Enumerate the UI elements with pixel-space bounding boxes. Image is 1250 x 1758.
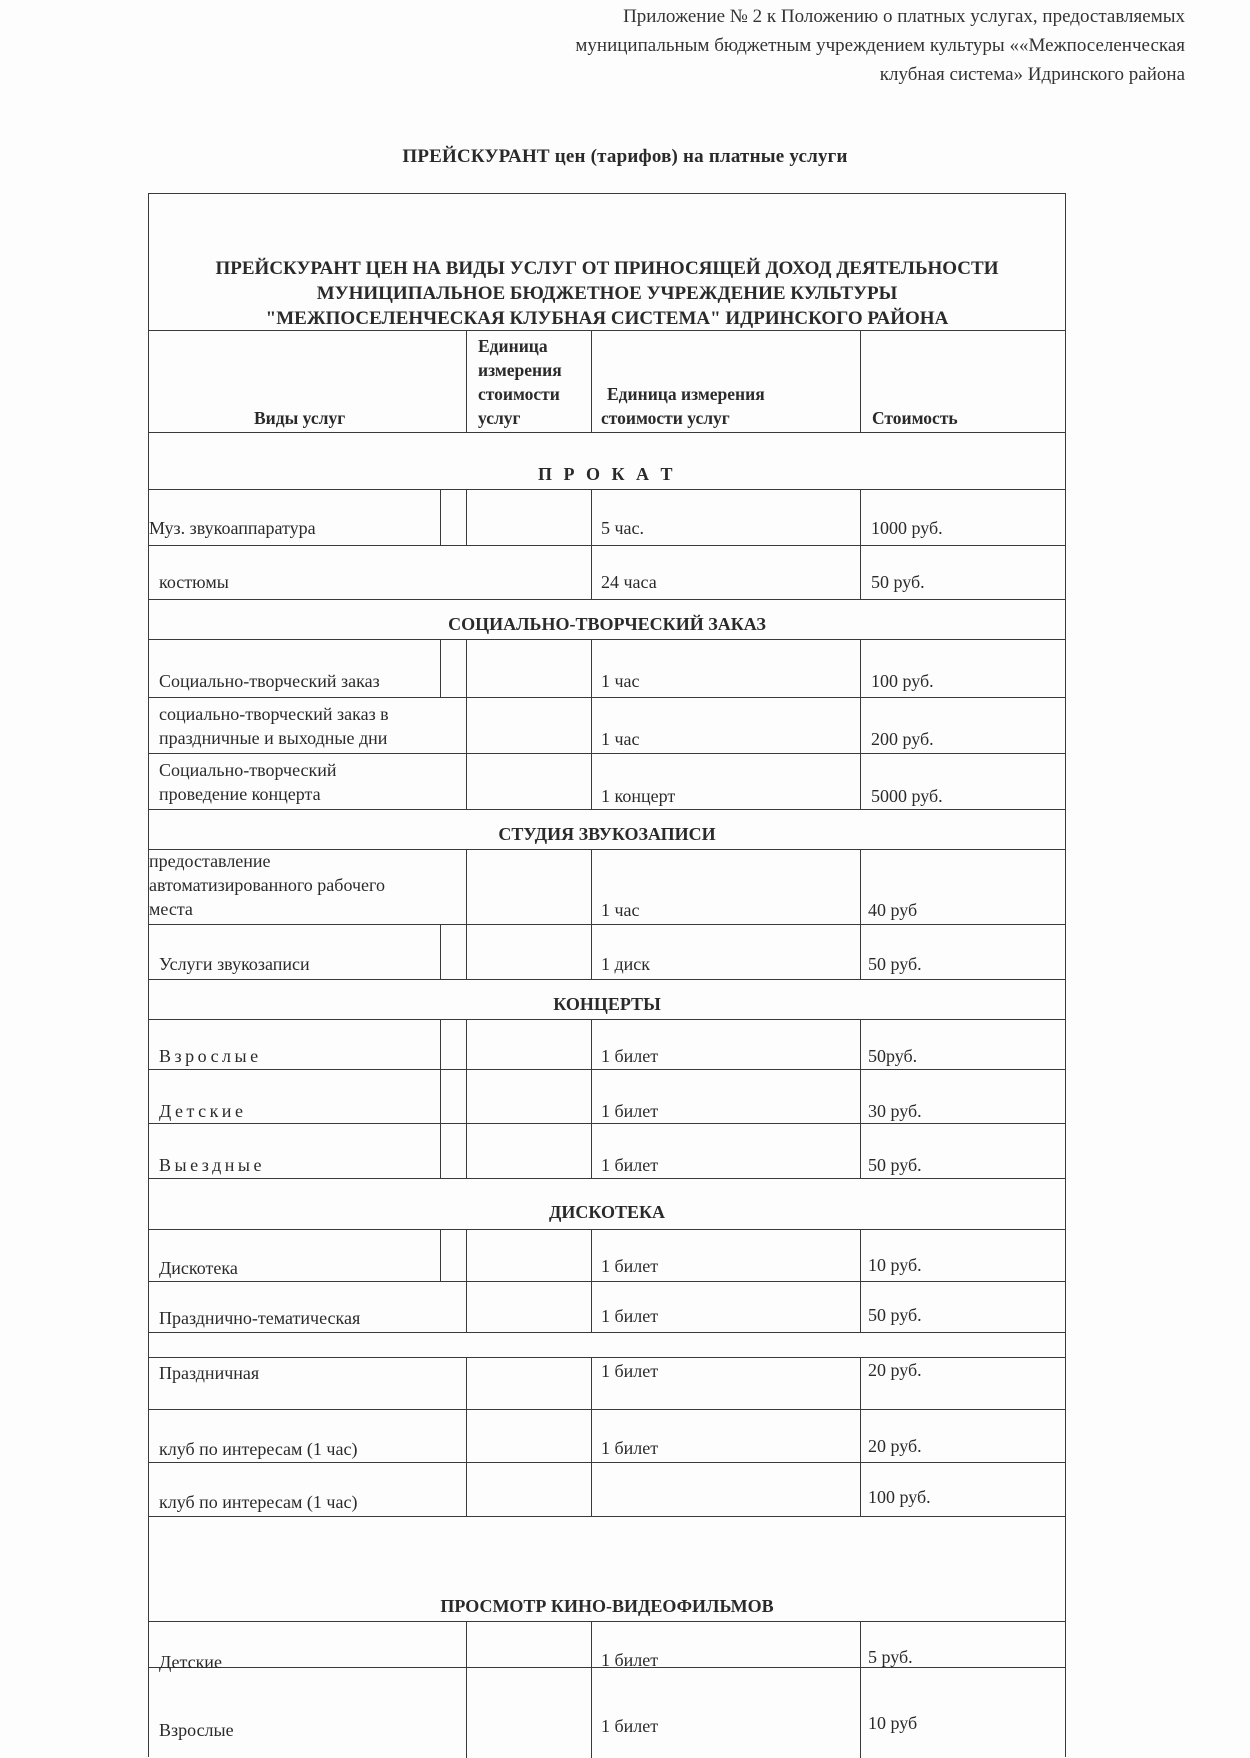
row-divider bbox=[149, 1019, 1066, 1020]
row-service: социально-творческий заказ в праздничные и выходные дни bbox=[159, 704, 389, 748]
row-price: 20 руб. bbox=[868, 1360, 922, 1380]
col-divider bbox=[440, 1019, 441, 1178]
row-unit: 1 билет bbox=[601, 1716, 659, 1736]
col-divider bbox=[466, 1357, 467, 1516]
row-price: 10 руб bbox=[868, 1713, 918, 1733]
col-divider bbox=[466, 1019, 467, 1178]
row-price: 40 руб bbox=[868, 900, 918, 920]
row-service: Детские bbox=[159, 1101, 247, 1121]
banner-line: "МЕЖПОСЕЛЕНЧЕСКАЯ КЛУБНАЯ СИСТЕМА" ИДРИНСКОГО РАЙОНА bbox=[265, 308, 949, 329]
col-divider bbox=[860, 639, 861, 809]
row-service: Детские bbox=[159, 1652, 222, 1672]
row-unit: 1 билет bbox=[601, 1256, 659, 1276]
appendix-line: клубная система» Идринского района bbox=[879, 64, 1185, 85]
row-service: Социально-творческий заказ bbox=[159, 671, 380, 691]
row-price: 50 руб. bbox=[868, 1155, 922, 1175]
row-service: предоставление автоматизированного рабочего места bbox=[149, 851, 385, 919]
row-price: 200 руб. bbox=[871, 729, 934, 749]
row-divider bbox=[149, 1069, 1066, 1070]
row-divider bbox=[149, 639, 1066, 640]
col-divider bbox=[860, 1357, 861, 1516]
section-disco: ДИСКОТЕКА bbox=[548, 1202, 666, 1222]
row-divider bbox=[149, 1123, 1066, 1124]
col-divider bbox=[860, 1229, 861, 1332]
row-service: Взрослые bbox=[159, 1720, 234, 1740]
col-divider bbox=[860, 1621, 861, 1758]
col-divider bbox=[466, 1621, 467, 1758]
col-divider bbox=[860, 489, 861, 599]
row-unit: 1 час bbox=[601, 900, 640, 920]
page-title: ПРЕЙСКУРАНТ цен (тарифов) на платные услуги bbox=[402, 146, 848, 167]
col-divider bbox=[466, 330, 467, 432]
row-divider bbox=[149, 1516, 1066, 1517]
col-divider bbox=[591, 849, 592, 979]
row-service: Празднично-тематическая bbox=[159, 1308, 361, 1328]
section-studio: СТУДИЯ ЗВУКОЗАПИСИ bbox=[498, 824, 716, 844]
header-unit-long: Единица измерения стоимости услуг bbox=[601, 384, 765, 428]
row-divider bbox=[149, 1332, 1066, 1333]
row-unit: 1 билет bbox=[601, 1361, 659, 1381]
col-divider bbox=[591, 330, 592, 432]
row-divider bbox=[149, 1229, 1066, 1230]
row-price: 100 руб. bbox=[871, 671, 934, 691]
col-divider bbox=[591, 1229, 592, 1332]
row-price: 1000 руб. bbox=[871, 518, 943, 538]
col-divider bbox=[860, 330, 861, 432]
row-service: клуб по интересам (1 час) bbox=[159, 1492, 358, 1512]
row-service: костюмы bbox=[159, 572, 229, 592]
appendix-header bbox=[575, 2, 1185, 89]
row-divider bbox=[149, 697, 1066, 698]
col-divider bbox=[591, 639, 592, 809]
row-price: 5000 руб. bbox=[871, 786, 943, 806]
row-service: Социально-творческий проведение концерта bbox=[159, 760, 337, 804]
row-divider bbox=[149, 599, 1066, 600]
row-price: 50 руб. bbox=[868, 1305, 922, 1325]
row-service: Выездные bbox=[159, 1155, 265, 1175]
row-unit: 1 билет bbox=[601, 1438, 659, 1458]
row-price: 20 руб. bbox=[868, 1436, 922, 1456]
header-price: Стоимость bbox=[872, 408, 958, 428]
row-price: 10 руб. bbox=[868, 1255, 922, 1275]
col-divider bbox=[440, 489, 441, 545]
row-price: 50 руб. bbox=[871, 572, 925, 592]
row-unit: 1 билет bbox=[601, 1101, 659, 1121]
row-service: Услуги звукозаписи bbox=[159, 954, 310, 974]
col-divider bbox=[466, 489, 467, 545]
appendix-line: Приложение № 2 к Положению о платных услугах, предоставляемых bbox=[623, 6, 1185, 27]
row-unit: 1 диск bbox=[601, 954, 651, 974]
row-unit: 1 билет bbox=[601, 1046, 659, 1066]
row-unit: 1 концерт bbox=[601, 786, 676, 806]
section-film: ПРОСМОТР КИНО-ВИДЕОФИЛЬМОВ bbox=[440, 1596, 774, 1616]
col-divider bbox=[440, 924, 441, 979]
row-unit: 24 часа bbox=[601, 572, 657, 592]
col-divider bbox=[860, 849, 861, 979]
row-divider bbox=[149, 1281, 1066, 1282]
row-service: клуб по интересам (1 час) bbox=[159, 1439, 358, 1459]
row-divider bbox=[149, 924, 1066, 925]
row-divider bbox=[149, 809, 1066, 810]
row-divider bbox=[149, 1462, 1066, 1463]
col-divider bbox=[591, 489, 592, 599]
row-divider bbox=[149, 432, 1066, 433]
col-divider bbox=[466, 1229, 467, 1332]
row-divider bbox=[149, 330, 1066, 331]
row-service: Дискотека bbox=[159, 1258, 238, 1278]
section-social: СОЦИАЛЬНО-ТВОРЧЕСКИЙ ЗАКАЗ bbox=[448, 614, 766, 634]
row-service: Муз. звукоаппаратура bbox=[149, 518, 316, 538]
section-rental: П Р О К А Т bbox=[537, 464, 677, 484]
section-concerts: КОНЦЕРТЫ bbox=[553, 994, 661, 1014]
row-unit: 1 билет bbox=[601, 1650, 659, 1670]
col-divider bbox=[591, 1621, 592, 1758]
col-divider bbox=[440, 639, 441, 697]
row-unit: 5 час. bbox=[601, 518, 645, 538]
appendix-line: муниципальным бюджетным учреждением культуры ««Межпоселенческая bbox=[575, 35, 1185, 56]
row-divider bbox=[149, 1357, 1066, 1358]
header-unit-short: Единица измерения стоимости услуг bbox=[478, 336, 562, 428]
col-divider bbox=[591, 1357, 592, 1516]
row-unit: 1 билет bbox=[601, 1155, 659, 1175]
header-services: Виды услуг bbox=[254, 408, 346, 428]
row-price: 50руб. bbox=[868, 1046, 918, 1066]
banner-line: МУНИЦИПАЛЬНОЕ БЮДЖЕТНОЕ УЧРЕЖДЕНИЕ КУЛЬТУРЫ bbox=[316, 283, 898, 304]
row-divider bbox=[149, 489, 1066, 490]
row-divider bbox=[149, 1178, 1066, 1179]
col-divider bbox=[440, 1229, 441, 1281]
row-unit: 1 билет bbox=[601, 1306, 659, 1326]
row-divider bbox=[149, 753, 1066, 754]
col-divider bbox=[860, 1019, 861, 1178]
row-divider bbox=[149, 979, 1066, 980]
row-price: 5 руб. bbox=[868, 1647, 913, 1667]
row-price: 30 руб. bbox=[868, 1101, 922, 1121]
row-divider bbox=[149, 1621, 1066, 1622]
row-divider bbox=[149, 545, 1066, 546]
row-service: Праздничная bbox=[159, 1363, 260, 1383]
row-divider bbox=[149, 1409, 1066, 1410]
col-divider bbox=[466, 639, 467, 809]
table-banner bbox=[149, 256, 1065, 331]
row-price: 100 руб. bbox=[868, 1487, 931, 1507]
row-unit: 1 час bbox=[601, 729, 640, 749]
row-service: Взрослые bbox=[159, 1046, 262, 1066]
banner-line: ПРЕЙСКУРАНТ ЦЕН НА ВИДЫ УСЛУГ ОТ ПРИНОСЯЩЕЙ ДОХОД ДЕЯТЕЛЬНОСТИ bbox=[215, 258, 999, 279]
row-price: 50 руб. bbox=[868, 954, 922, 974]
row-unit: 1 час bbox=[601, 671, 640, 691]
price-table bbox=[148, 193, 1066, 1757]
col-divider bbox=[591, 1019, 592, 1178]
col-divider bbox=[466, 849, 467, 979]
